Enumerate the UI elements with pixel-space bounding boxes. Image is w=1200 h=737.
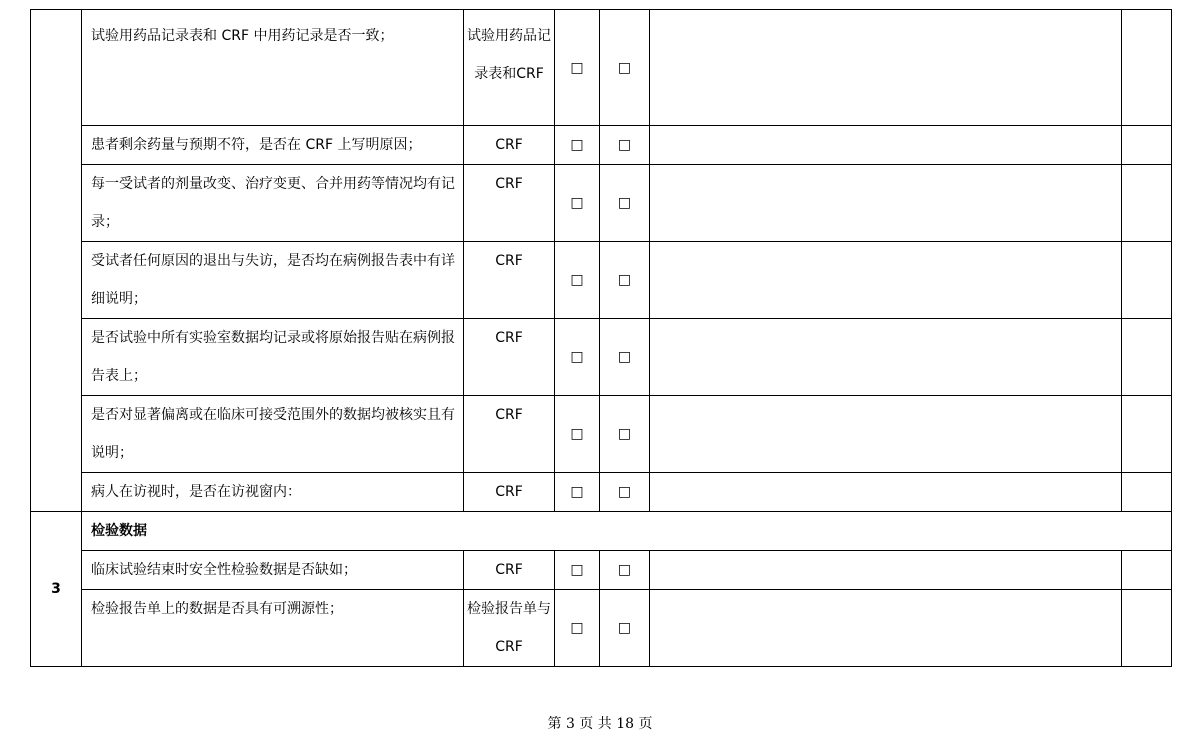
item-text: 是否试验中所有实验室数据均记录或将原始报告贴在病例报告表上； — [82, 319, 464, 396]
section-title: 检验数据 — [82, 512, 1172, 551]
table-row — [31, 319, 1172, 396]
remarks-cell — [650, 126, 1122, 165]
extra-cell — [1122, 319, 1172, 396]
no-checkbox[interactable]: □ — [600, 473, 650, 512]
remarks-cell — [650, 165, 1122, 242]
source-text: CRF — [464, 126, 555, 165]
no-checkbox[interactable]: □ — [600, 590, 650, 667]
no-checkbox[interactable]: □ — [600, 396, 650, 473]
no-checkbox[interactable]: □ — [600, 319, 650, 396]
item-text: 检验报告单上的数据是否具有可溯源性； — [82, 590, 464, 667]
table-row — [31, 165, 1172, 242]
remarks-cell — [650, 473, 1122, 512]
source-text: CRF — [464, 396, 555, 473]
item-text: 试验用药品记录表和 CRF 中用药记录是否一致； — [82, 10, 464, 126]
checklist-table — [30, 9, 1172, 667]
table-row — [31, 473, 1172, 512]
yes-checkbox[interactable]: □ — [555, 165, 600, 242]
yes-checkbox[interactable]: □ — [555, 319, 600, 396]
no-checkbox[interactable]: □ — [600, 242, 650, 319]
no-checkbox[interactable]: □ — [600, 551, 650, 590]
extra-cell — [1122, 126, 1172, 165]
remarks-cell — [650, 590, 1122, 667]
extra-cell — [1122, 590, 1172, 667]
yes-checkbox[interactable]: □ — [555, 126, 600, 165]
section-header-row — [31, 512, 1172, 551]
section-number: 3 — [31, 512, 82, 667]
no-checkbox[interactable]: □ — [600, 10, 650, 126]
item-text: 每一受试者的剂量改变、治疗变更、合并用药等情况均有记录； — [82, 165, 464, 242]
source-text: CRF — [464, 242, 555, 319]
yes-checkbox[interactable]: □ — [555, 396, 600, 473]
remarks-cell — [650, 319, 1122, 396]
yes-checkbox[interactable]: □ — [555, 242, 600, 319]
table-row — [31, 242, 1172, 319]
table-row — [31, 10, 1172, 126]
item-text: 病人在访视时，是否在访视窗内： — [82, 473, 464, 512]
yes-checkbox[interactable]: □ — [555, 473, 600, 512]
source-text: CRF — [464, 551, 555, 590]
remarks-cell — [650, 551, 1122, 590]
table-row — [31, 396, 1172, 473]
page-footer: 第 3 页 共 18 页 — [547, 716, 653, 732]
source-text: 检验报告单与 CRF — [464, 590, 555, 667]
remarks-cell — [650, 396, 1122, 473]
section-number-cell — [31, 10, 82, 512]
extra-cell — [1122, 473, 1172, 512]
source-text: CRF — [464, 473, 555, 512]
extra-cell — [1122, 551, 1172, 590]
extra-cell — [1122, 165, 1172, 242]
item-text: 受试者任何原因的退出与失访，是否均在病例报告表中有详细说明； — [82, 242, 464, 319]
yes-checkbox[interactable]: □ — [555, 551, 600, 590]
table-row — [31, 590, 1172, 667]
source-text: CRF — [464, 319, 555, 396]
remarks-cell — [650, 10, 1122, 126]
yes-checkbox[interactable]: □ — [555, 590, 600, 667]
extra-cell — [1122, 396, 1172, 473]
extra-cell — [1122, 10, 1172, 126]
source-text: 试验用药品记录表和CRF — [464, 10, 555, 126]
table-row — [31, 551, 1172, 590]
item-text: 是否对显著偏离或在临床可接受范围外的数据均被核实且有说明； — [82, 396, 464, 473]
item-text: 临床试验结束时安全性检验数据是否缺如； — [82, 551, 464, 590]
extra-cell — [1122, 242, 1172, 319]
item-text: 患者剩余药量与预期不符，是否在 CRF 上写明原因； — [82, 126, 464, 165]
no-checkbox[interactable]: □ — [600, 165, 650, 242]
no-checkbox[interactable]: □ — [600, 126, 650, 165]
source-text: CRF — [464, 165, 555, 242]
table-row — [31, 126, 1172, 165]
remarks-cell — [650, 242, 1122, 319]
yes-checkbox[interactable]: □ — [555, 10, 600, 126]
